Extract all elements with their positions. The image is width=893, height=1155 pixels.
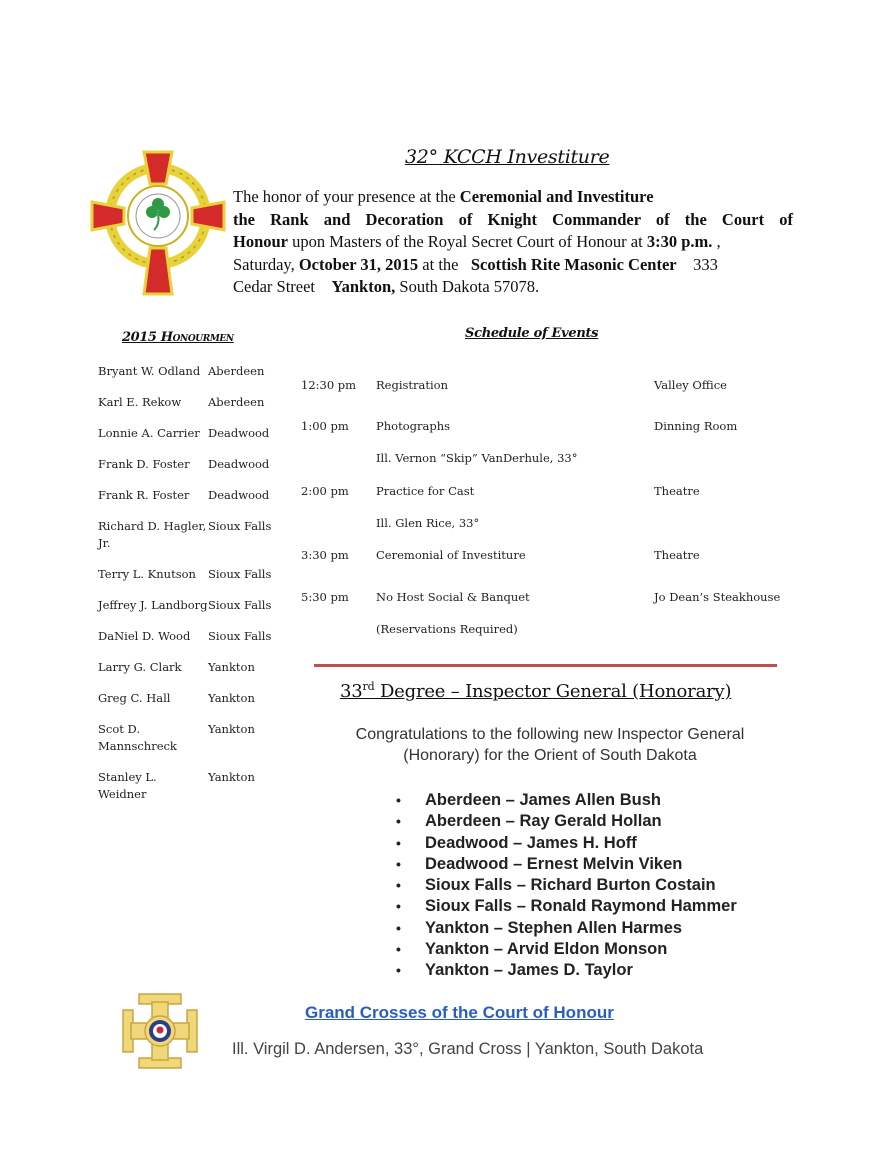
grand-cross-link[interactable]: Grand Crosses of the Court of Honour xyxy=(305,1003,614,1022)
honourman-name: Larry G. Clark xyxy=(98,660,182,674)
honourman-city: Yankton xyxy=(208,660,255,674)
grand-cross-emblem xyxy=(121,992,199,1070)
intro-text: Cedar Street xyxy=(233,277,320,296)
schedule-row xyxy=(301,451,801,471)
red-cross-icon xyxy=(88,144,228,299)
event-time: 3:30 p.m. xyxy=(646,232,713,251)
intro-line: Congratulations to the following new Inspector General xyxy=(355,726,745,743)
inspector-general-name: Yankton – Arvid Eldon Monson xyxy=(425,940,668,959)
intro-bold: Honour xyxy=(233,232,289,251)
inspector-general-name: Deadwood – Ernest Melvin Viken xyxy=(425,854,683,873)
honourman-city: Sioux Falls xyxy=(208,629,272,643)
event-description: Registration xyxy=(376,378,449,392)
honourman-name: Scot D. Mannschreck xyxy=(98,722,177,753)
bullet-icon: • xyxy=(396,877,401,894)
event-time: 1:00 pm xyxy=(301,419,349,433)
bullet-icon: • xyxy=(396,941,401,958)
event-time: 5:30 pm xyxy=(301,590,349,604)
honourman-city: Aberdeen xyxy=(208,395,265,409)
event-city: Yankton, xyxy=(331,277,396,296)
honourman-name: Lonnie A. Carrier xyxy=(98,426,200,440)
kcch-emblem xyxy=(88,144,228,299)
event-location: Theatre xyxy=(654,548,700,562)
intro-bold: Ceremonial and Investiture xyxy=(459,187,654,206)
intro-text: South Dakota 57078. xyxy=(395,277,540,296)
inspector-general-intro xyxy=(320,724,780,766)
degree-number: 33 xyxy=(340,681,363,702)
honourman-row xyxy=(98,456,288,473)
inspector-general-name: Sioux Falls – Richard Burton Costain xyxy=(425,876,716,895)
honourmen-list xyxy=(98,363,288,817)
bullet-icon: • xyxy=(396,962,401,979)
event-description: Ill. Vernon “Skip” VanDerhule, 33° xyxy=(376,451,578,465)
event-time: 12:30 pm xyxy=(301,378,357,392)
intro-text: upon Masters of the Royal Secret Court of Honour at xyxy=(288,232,647,251)
inspector-general-item xyxy=(393,833,793,854)
event-date: October 31, 2015 xyxy=(298,254,419,274)
honourman-row xyxy=(98,425,288,442)
schedule-row xyxy=(301,622,801,642)
inspector-general-item xyxy=(393,854,793,875)
honourman-city: Sioux Falls xyxy=(208,519,272,533)
schedule-row xyxy=(301,590,801,610)
inspector-general-item xyxy=(393,790,793,811)
schedule-row xyxy=(301,516,801,536)
honourman-row xyxy=(98,394,288,411)
bullet-icon: • xyxy=(396,792,401,808)
honourman-row xyxy=(98,690,288,707)
event-time: 2:00 pm xyxy=(301,484,349,498)
inspector-general-item xyxy=(393,918,793,939)
intro-line: (Honorary) for the Orient of South Dakota xyxy=(403,747,697,764)
event-description: No Host Social & Banquet xyxy=(376,590,530,604)
honourman-name: Terry L. Knutson xyxy=(98,567,196,581)
honourman-city: Sioux Falls xyxy=(208,598,272,612)
event-location: Dinning Room xyxy=(654,419,738,433)
inspector-general-name: Yankton – James D. Taylor xyxy=(425,961,633,980)
inspector-general-item xyxy=(393,939,793,960)
inspector-general-name: Sioux Falls – Ronald Raymond Hammer xyxy=(425,897,737,916)
event-description: (Reservations Required) xyxy=(376,622,518,636)
inspector-general-item xyxy=(393,875,793,896)
inspector-general-item xyxy=(393,896,793,917)
honourman-name: Stanley L. Weidner xyxy=(98,770,157,801)
honourman-city: Aberdeen xyxy=(208,364,265,378)
honourman-name: Bryant W. Odland xyxy=(98,364,201,378)
inspector-general-title xyxy=(340,680,731,702)
intro-text: , xyxy=(712,232,721,251)
inspector-general-item xyxy=(393,960,793,981)
honourman-row xyxy=(98,518,288,552)
honourman-name: Jeffrey J. Landborg xyxy=(98,598,208,612)
intro-text: The honor of your presence at the xyxy=(233,187,460,206)
schedule-row xyxy=(301,484,801,504)
inspector-general-name: Aberdeen – James Allen Bush xyxy=(425,791,661,809)
honourman-row xyxy=(98,566,288,583)
bullet-icon: • xyxy=(396,919,401,936)
event-description: Ill. Glen Rice, 33° xyxy=(376,516,480,530)
event-location: Jo Dean’s Steakhouse xyxy=(654,590,781,604)
inspector-general-item xyxy=(393,811,793,832)
honourman-row xyxy=(98,487,288,504)
honourman-city: Sioux Falls xyxy=(208,567,272,581)
honourman-row xyxy=(98,659,288,676)
gold-cross-icon xyxy=(121,992,199,1070)
schedule-title: Schedule of Events xyxy=(465,326,599,341)
honourman-city: Yankton xyxy=(208,770,255,784)
intro-text: at the xyxy=(418,254,463,274)
honourman-name: Richard D. Hagler, Jr. xyxy=(98,519,207,550)
event-description: Photographs xyxy=(376,419,450,433)
schedule-row xyxy=(301,419,801,439)
honourman-city: Deadwood xyxy=(208,457,270,471)
honourman-row xyxy=(98,363,288,380)
inspector-general-name: Yankton – Stephen Allen Harmes xyxy=(425,918,683,937)
honourman-row xyxy=(98,597,288,614)
honourman-name: Frank R. Foster xyxy=(98,488,190,502)
event-location: Valley Office xyxy=(654,378,727,392)
degree-suffix: rd xyxy=(362,680,375,693)
honourman-name: DaNiel D. Wood xyxy=(98,629,191,643)
honourman-city: Yankton xyxy=(208,722,255,736)
bullet-icon: • xyxy=(396,855,401,872)
street-number: 333 xyxy=(693,254,718,274)
honourman-city: Deadwood xyxy=(208,426,270,440)
grand-cross-recipient: Ill. Virgil D. Andersen, 33°, Grand Cross | Yankton, South Dakota xyxy=(232,1040,704,1058)
inspector-general-name: Deadwood – James H. Hoff xyxy=(425,833,637,852)
honourman-name: Greg C. Hall xyxy=(98,691,171,705)
honourman-name: Frank D. Foster xyxy=(98,457,190,471)
honourman-name: Karl E. Rekow xyxy=(98,395,182,409)
honourmen-title: 2015 Honourmen xyxy=(122,330,234,345)
bullet-icon: • xyxy=(396,898,401,915)
event-description: Practice for Cast xyxy=(376,484,475,498)
section-divider xyxy=(314,664,777,667)
inspector-general-list xyxy=(393,790,793,982)
inspector-general-name: Aberdeen – Ray Gerald Hollan xyxy=(425,812,662,831)
page-title: 32° KCCH Investiture xyxy=(405,146,610,168)
bullet-icon: • xyxy=(396,813,401,830)
honourman-row xyxy=(98,769,288,803)
honourman-row xyxy=(98,721,288,755)
event-location: Theatre xyxy=(654,484,700,498)
event-venue: Scottish Rite Masonic Center xyxy=(470,254,677,274)
invitation-text xyxy=(233,186,793,299)
honourman-city: Yankton xyxy=(208,691,255,705)
title-text: Degree – Inspector General (Honorary) xyxy=(374,681,732,702)
event-time: 3:30 pm xyxy=(301,548,349,562)
intro-text: Saturday, xyxy=(233,254,299,274)
intro-line-2: the Rank and Decoration of Knight Commander of the Court of xyxy=(233,209,793,229)
schedule-row xyxy=(301,378,801,398)
honourman-row xyxy=(98,628,288,645)
honourman-city: Deadwood xyxy=(208,488,270,502)
event-description: Ceremonial of Investiture xyxy=(376,548,526,562)
bullet-icon: • xyxy=(396,834,401,851)
schedule-row xyxy=(301,548,801,568)
